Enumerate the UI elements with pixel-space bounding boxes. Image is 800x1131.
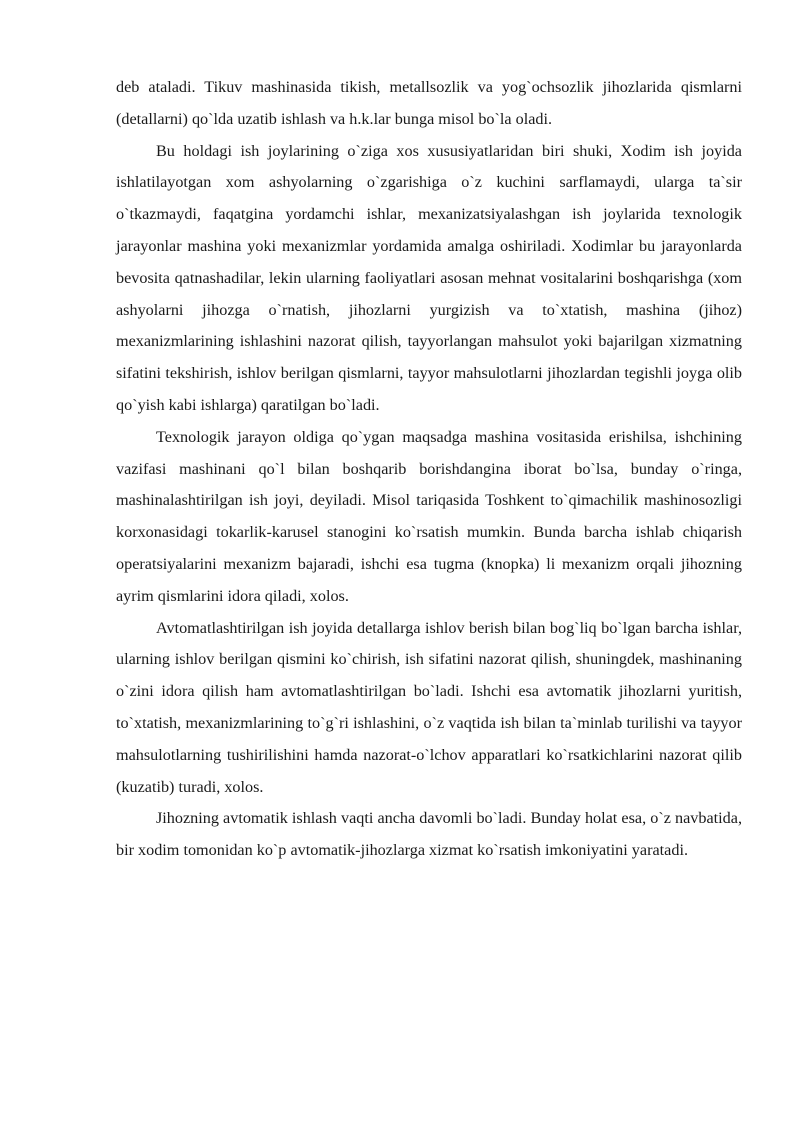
document-page (116, 72, 742, 867)
paragraph-continuation: deb ataladi. Tikuv mashinasida tikish, metallsozlik va yog`ochsozlik jihozlarida qismlarni (detallarni) qo`lda uzatib ishlash va h.k.lar bunga misol bo`la oladi. (116, 78, 742, 128)
paragraph-automated-work-place: Avtomatlashtirilgan ish joyida detallarga ishlov berish bilan bog`liq bo`lgan barcha ishlar, ularning ishlov berilgan qismini ko`chirish, ish sifatini nazorat qilish, shuningdek, mashinaning o`zini idora qilish ham avtomatlashtirilgan bo`ladi. Ishchi esa avtomatik jihozlarni yuritish, to`xtatish, mexanizmlarining to`g`ri ishlashini, o`z vaqtida ish bilan ta`minlab turilishi va tayyor mahsulotlarning tushirilishini hamda nazorat-o`lchov apparatlari ko`rsatkichlarini nazorat qilib (kuzatib) turadi, xolos. (116, 618, 742, 796)
paragraph-mechanized-work-place: Texnologik jarayon oldiga qo`ygan maqsadga mashina vositasida erishilsa, ishchining vazifasi mashinani qo`l bilan boshqarib borishdangina iborat bo`lsa, bunday o`ringa, mashinalashtirilgan ish joyi, deyiladi. Misol tariqasida Toshkent to`qimachilik mashinosozligi korxonasidagi tokarlik-karusel stanogini ko`rsatish mumkin. Bunda barcha ishlab chiqarish operatsiyalarini mexanizm bajaradi, ishchi esa tugma (knopka) li mexanizm orqali jihozning ayrim qismlarini idora qiladi, xolos. (116, 427, 742, 605)
paragraph-automatic-operation: Jihozning avtomatik ishlash vaqti ancha davomli bo`ladi. Bunday holat esa, o`z navbatida, bir xodim tomonidan ko`p avtomatik-jihozlarga xizmat ko`rsatish imkoniyatini yaratadi. (116, 809, 742, 860)
paragraph-work-places-features: Bu holdagi ish joylarining o`ziga xos xususiyatlaridan biri shuki, Xodim ish joyida ishlatilayotgan xom ashyolarning o`zgarishiga o`z kuchini sarflamaydi, ularga ta`sir o`tkazmaydi, faqatgina yordamchi ishlar, mexanizatsiyalashgan ish joylarida texnologik jarayonlar mashina yoki mexanizmlar yordamida amalga oshiriladi. Xodimlar bu jarayonlarda bevosita qatnashadilar, lekin ularning faoliyatlari asosan mehnat vositalarini boshqarishga (xom ashyolarni jihozga o`rnatish, jihozlarni yurgizish va to`xtatish, mashina (jihoz) mexanizmlarining ishlashini nazorat qilish, tayyorlangan mahsulot yoki bajarilgan xizmatning sifatini tekshirish, ishlov berilgan qismlarni, tayyor mahsulotlarni jihozlardan tegishli joyga olib qo`yish kabi ishlarga) qaratilgan bo`ladi. (116, 141, 742, 414)
